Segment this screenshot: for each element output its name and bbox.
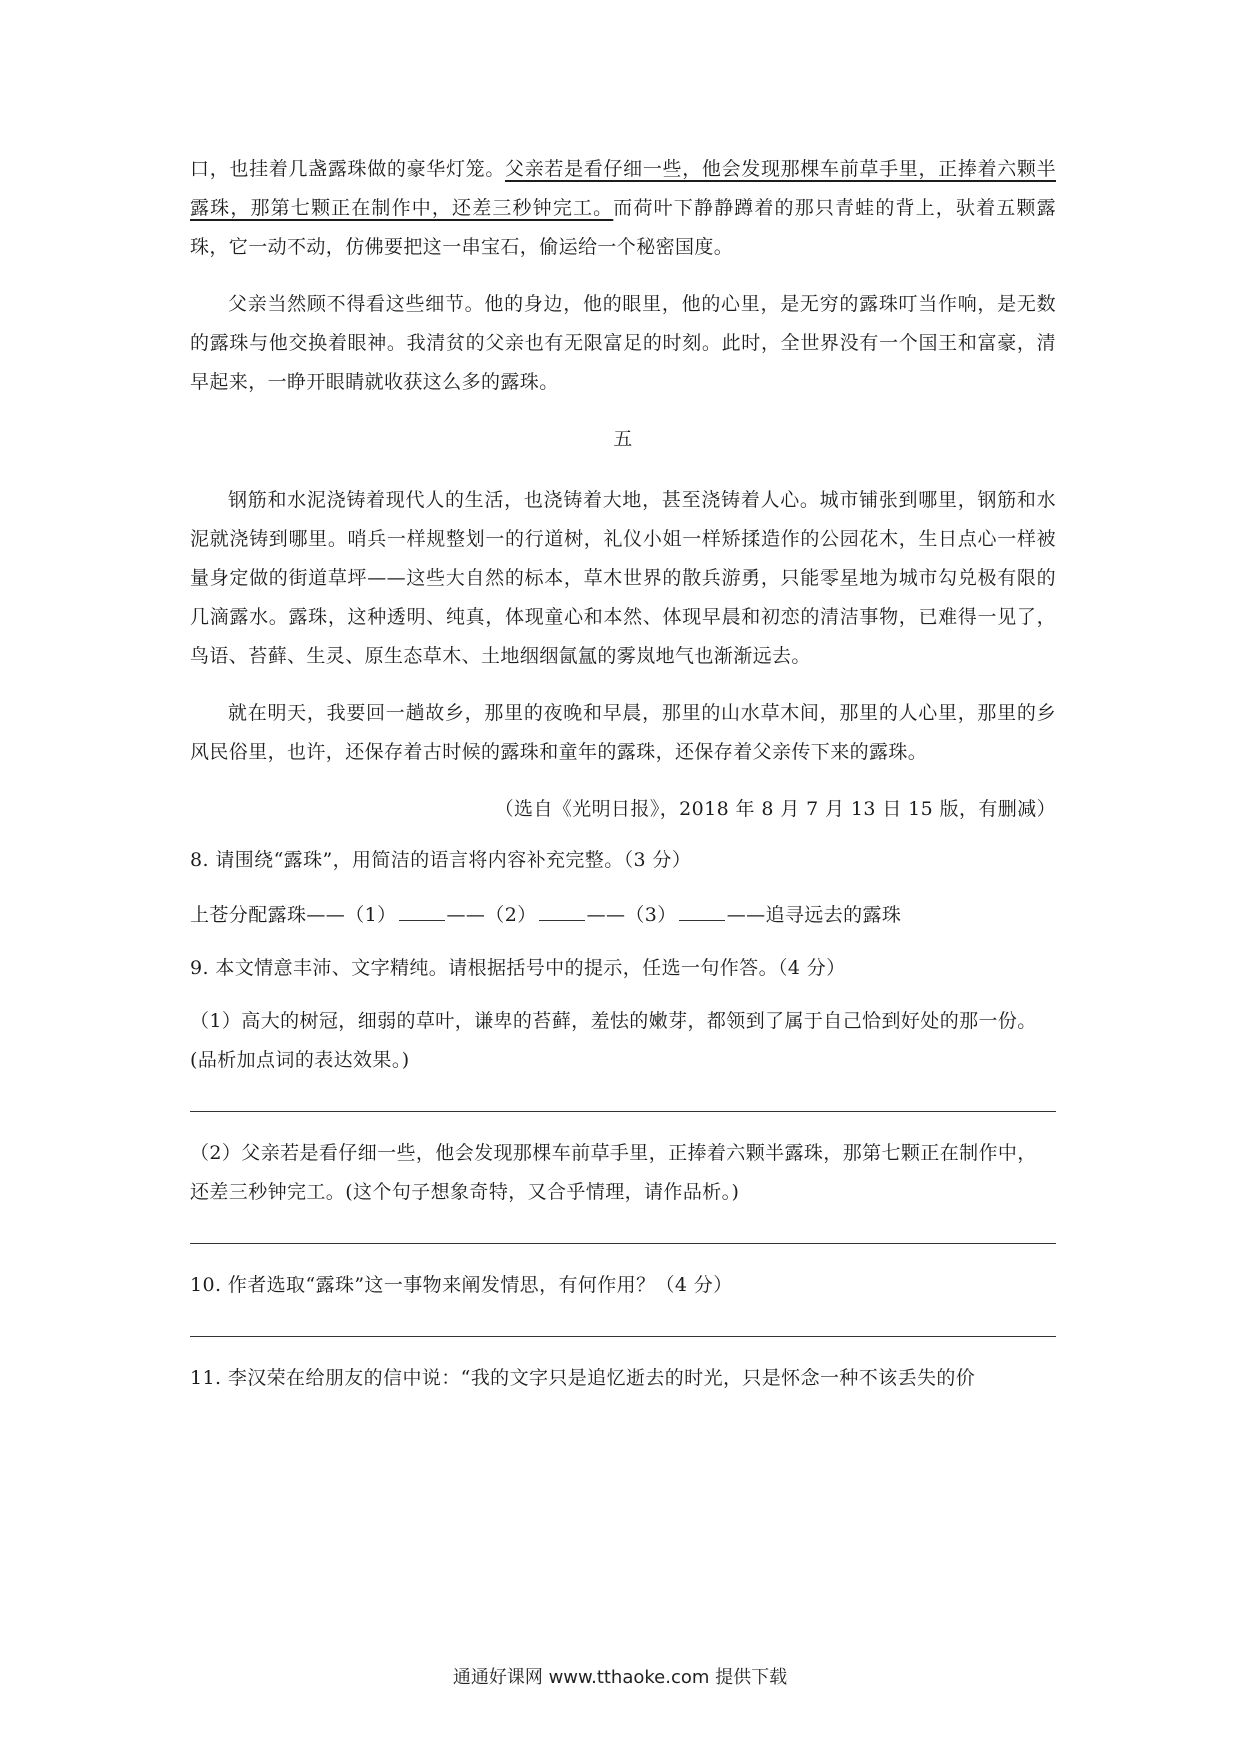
blank-1[interactable] (399, 894, 445, 921)
section-heading: 五 (613, 428, 633, 450)
source-citation: （选自《光明日报》，2018 年 8 月 7 月 13 日 15 版，有删减） (494, 798, 1056, 820)
fill-part-3: ——（3） (586, 904, 677, 926)
answer-line-2[interactable] (190, 1242, 1056, 1244)
question-8: 8. 请围绕“露珠”，用简洁的语言将内容补充完整。（3 分） (190, 849, 692, 871)
answer-line-3[interactable] (190, 1335, 1056, 1337)
question-8-fill (190, 894, 1056, 935)
question-9-part-1: （1）高大的树冠，细弱的草叶，谦卑的苔藓，羞怯的嫩芽，都领到了属于自己恰到好处的那一份。(品析加点词的表达效果。) (190, 1010, 1037, 1071)
fill-part-4: ——追寻远去的露珠 (726, 904, 902, 926)
question-9-part-2: （2）父亲若是看仔细一些，他会发现那棵车前草手里，正捧着六颗半露珠，那第七颗正在制作中，还差三秒钟完工。(这个句子想象奇特，又合乎情理，请作品析。) (190, 1142, 1037, 1203)
paragraph-4: 就在明天，我要回一趟故乡，那里的夜晚和早晨，那里的山水草木间，那里的人心里，那里的乡风民俗里，也许，还保存着古时候的露珠和童年的露珠，还保存着父亲传下来的露珠。 (190, 702, 1056, 763)
paragraph-1-end: 而荷叶下静静蹲着的那只青蛙的背上，驮着五颗露珠，它一动不动，仿佛要把这一串宝石，偷运给一个秘密国度。 (190, 197, 1056, 258)
fill-part-2: ——（2） (446, 904, 537, 926)
blank-2[interactable] (539, 894, 585, 921)
underlined-sentence: 父亲若是看仔细一些，他会发现那棵车前草手里，正捧着六颗半露珠，那第七颗正在制作中，还差三秒钟完工。 (190, 158, 1056, 219)
paragraph-3: 钢筋和水泥浇铸着现代人的生活，也浇铸着大地，甚至浇铸着人心。城市铺张到哪里，钢筋和水泥就浇铸到哪里。哨兵一样规整划一的行道树，礼仪小姐一样矫揉造作的公园花木，生日点心一样被量身定做的街道草坪——这些大自然的标本，草木世界的散兵游勇，只能零星地为城市勾兑极有限的几滴露水。露珠，这种透明、纯真，体现童心和本然、体现早晨和初恋的清洁事物，已难得一见了，鸟语、苔藓、生灵、原生态草木、土地𬘡𬘡氤氲的雾岚地气也渐渐远去。 (190, 489, 1056, 667)
question-11: 11. 李汉荣在给朋友的信中说：“我的文字只是追忆逝去的时光，只是怀念一种不该丢失的价 (190, 1367, 976, 1389)
blank-3[interactable] (679, 894, 725, 921)
paragraph-1-start: 口，也挂着几盏露珠做的豪华灯笼。 (190, 158, 506, 180)
question-9: 9. 本文情意丰沛、文字精纯。请根据括号中的提示，任选一句作答。（4 分） (190, 957, 846, 979)
page-footer: 通通好课网 www.tthaoke.com 提供下载 (452, 1667, 788, 1688)
question-10: 10. 作者选取“露珠”这一事物来阐发情思，有何作用？（4 分） (190, 1274, 733, 1296)
document-body (190, 150, 1056, 1412)
paragraph-1 (190, 150, 1056, 267)
answer-line-1[interactable] (190, 1110, 1056, 1112)
paragraph-2: 父亲当然顾不得看这些细节。他的身边，他的眼里，他的心里，是无穷的露珠叮当作响，是无数的露珠与他交换着眼神。我清贫的父亲也有无限富足的时刻。此时，全世界没有一个国王和富豪，清早起来，一睁开眼睛就收获这么多的露珠。 (190, 293, 1056, 393)
fill-part-1: 上苍分配露珠——（1） (190, 904, 397, 926)
